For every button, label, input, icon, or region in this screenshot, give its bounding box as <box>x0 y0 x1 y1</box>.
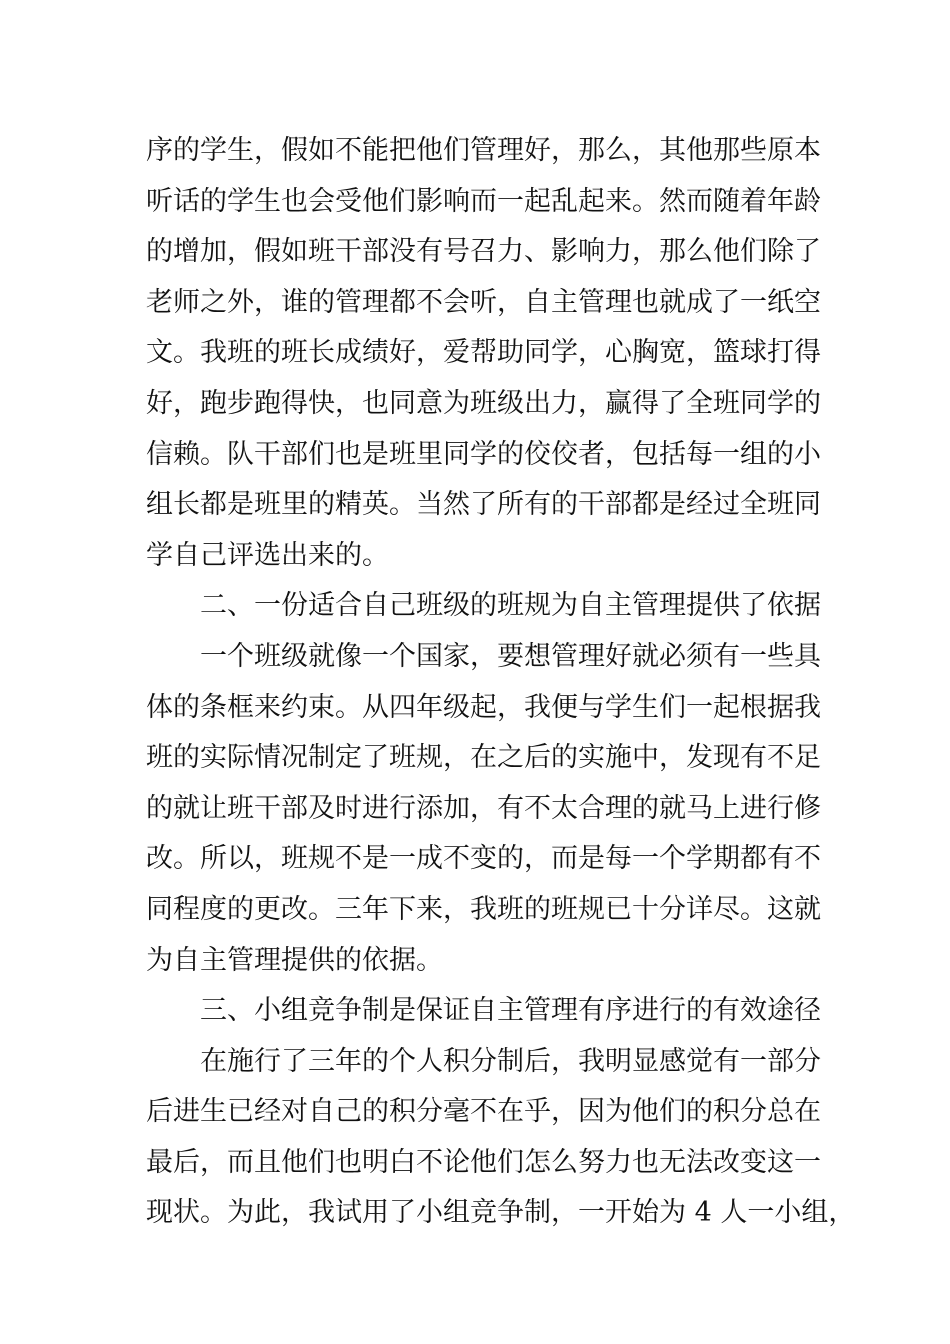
text-line: 为自主管理提供的依据。 <box>146 944 443 976</box>
text-line: 信赖。队干部们也是班里同学的佼佼者，包括每一组的小 <box>146 438 821 470</box>
text-line: 的增加，假如班干部没有号召力、影响力，那么他们除了 <box>146 236 821 268</box>
text-line: 班的实际情况制定了班规，在之后的实施中，发现有不足 <box>146 742 821 774</box>
text-line: 文。我班的班长成绩好，爱帮助同学，心胸宽，篮球打得 <box>146 337 821 369</box>
text-line: 好，跑步跑得快，也同意为班级出力，赢得了全班同学的 <box>146 387 821 419</box>
text-line: 老师之外，谁的管理都不会听，自主管理也就成了一纸空 <box>146 286 821 318</box>
text-line: 序的学生，假如不能把他们管理好，那么，其他那些原本 <box>146 135 821 166</box>
text-line: 学自己评选出来的。 <box>146 539 389 571</box>
text-line: 的就让班干部及时进行添加，有不太合理的就马上进行修 <box>146 792 821 824</box>
text-line: 组长都是班里的精英。当然了所有的干部都是经过全班同 <box>146 489 821 521</box>
text-line: 听话的学生也会受他们影响而一起乱起来。然而随着年龄 <box>146 185 821 217</box>
text-line: 一个班级就像一个国家，要想管理好就必须有一些具 <box>200 640 821 672</box>
text-line: 同程度的更改。三年下来，我班的班规已十分详尽。这就 <box>146 893 821 925</box>
text-line: 现状。为此，我试用了小组竞争制，一开始为 4 人一小组， <box>146 1197 856 1229</box>
body-text <box>146 126 856 1239</box>
text-line: 最后，而且他们也明白不论他们怎么努力也无法改变这一 <box>146 1146 821 1178</box>
text-line: 三、小组竞争制是保证自主管理有序进行的有效途径 <box>200 995 821 1027</box>
text-line: 体的条框来约束。从四年级起，我便与学生们一起根据我 <box>146 691 821 723</box>
text-line: 改。所以，班规不是一成不变的，而是每一个学期都有不 <box>146 843 821 875</box>
text-line: 在施行了三年的个人积分制后，我明显感觉有一部分 <box>200 1045 821 1077</box>
text-line: 后进生已经对自己的积分毫不在乎，因为他们的积分总在 <box>146 1096 821 1128</box>
text-line: 二、一份适合自己班级的班规为自主管理提供了依据 <box>200 590 821 622</box>
